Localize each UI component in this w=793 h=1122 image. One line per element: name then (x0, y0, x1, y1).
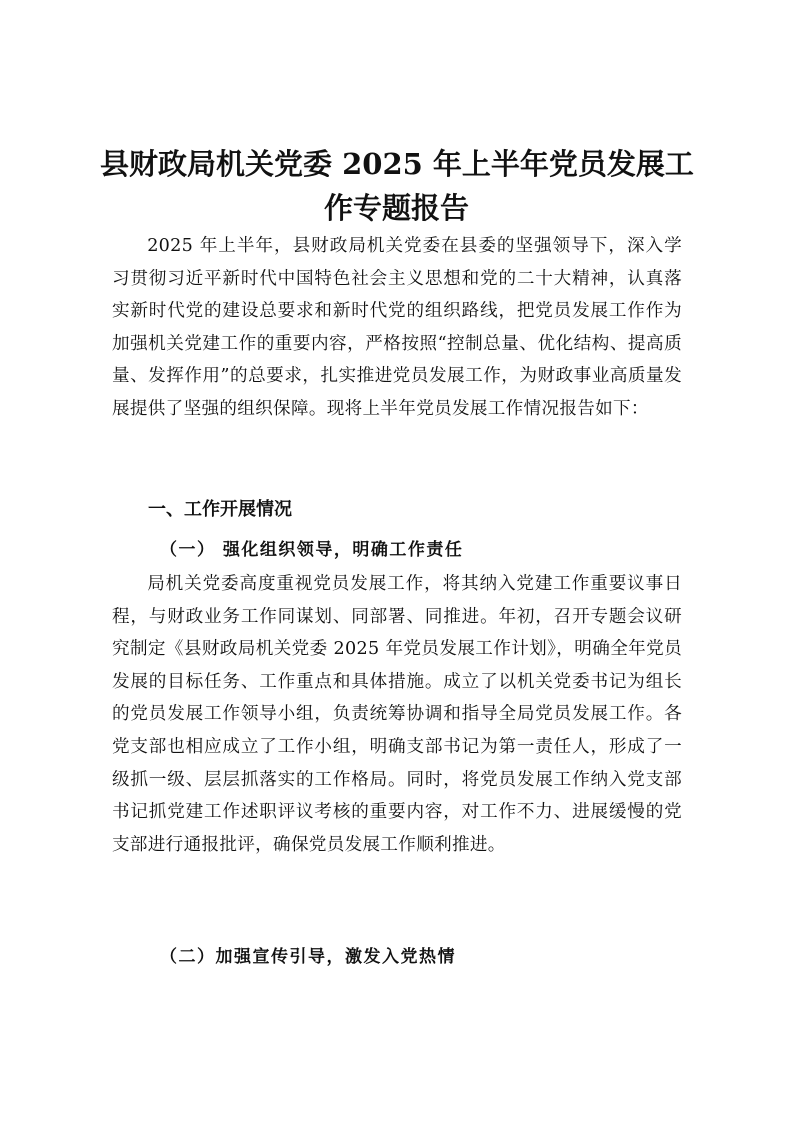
subsection-1-paragraph: 局机关党委高度重视党员发展工作，将其纳入党建工作重要议事日程，与财政业务工作同谋划、同部署、同推进。年初，召开专题会议研究制定《县财政局机关党委 2025 年党员发展工作计划》，明确全年党员发展的目标任务、工作重点和具体措施。成立了以机关党委书记为组长的党员发展工作领导小组，负责统筹协调和指导全局党员发展工作。各党支部也相应成立了工作小组，明确支部书记为第一责任人，形成了一级抓一级、层层抓落实的工作格局。同时，将党员发展工作纳入党支部书记抓党建工作述职评议考核的重要内容，对工作不力、进展缓慢的党支部进行通报批评，确保党员发展工作顺利推进。 (112, 574, 682, 855)
document-title-line-2: 作专题报告 (323, 191, 469, 225)
document-title-line-1: 县财政局机关党委 2025 年上半年党员发展工 (100, 147, 694, 181)
intro-paragraph: 2025 年上半年，县财政局机关党委在县委的坚强领导下，深入学习贯彻习近平新时代中国特色社会主义思想和党的二十大精神，认真落实新时代党的建设总要求和新时代党的组织路线，把党员发展工作作为加强机关党建工作的重要内容，严格按照“控制总量、优化结构、提高质量、发挥作用”的总要求，扎实推进党员发展工作，为财政事业高质量发展提供了坚强的组织保障。现将上半年党员发展工作情况报告如下： (112, 236, 682, 419)
subsection-heading-1: （一） 强化组织领导，明确工作责任 (160, 540, 464, 560)
subsection-heading-2: （二）加强宣传引导，激发入党热情 (160, 947, 456, 967)
section-heading-1: 一、工作开展情况 (148, 499, 292, 520)
